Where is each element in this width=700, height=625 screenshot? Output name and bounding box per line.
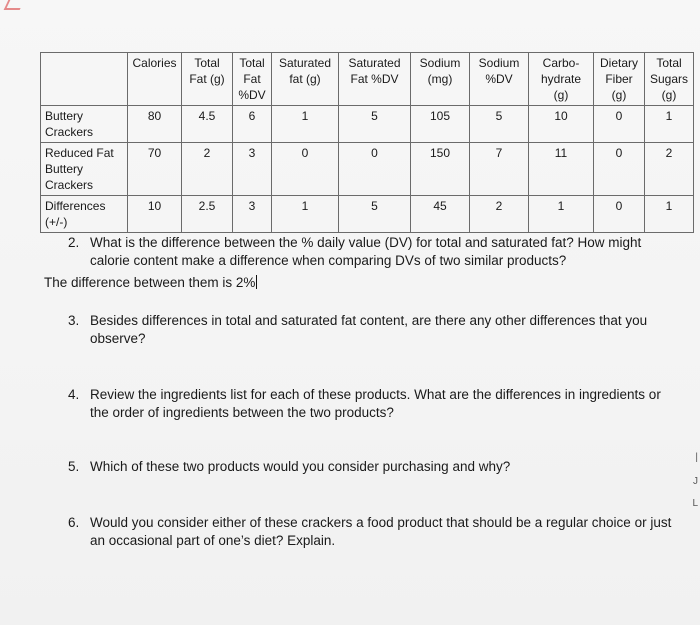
- table-cell: 7: [470, 143, 529, 196]
- table-row: [41, 143, 694, 196]
- table-cell: 10: [529, 106, 594, 143]
- table-header-cell: Saturated Fat %DV: [339, 53, 411, 106]
- question-6: [68, 514, 678, 550]
- edge-mark: J: [693, 476, 698, 487]
- edge-mark: |: [695, 452, 698, 463]
- table-header-cell: Sodium (mg): [411, 53, 470, 106]
- table-cell: 6: [233, 106, 272, 143]
- table-header-cell: Total Fat %DV: [233, 53, 272, 106]
- table-cell: 5: [470, 106, 529, 143]
- table-cell: 0: [272, 143, 339, 196]
- question-2: [68, 234, 678, 270]
- table-header-cell: Saturated fat (g): [272, 53, 339, 106]
- answer-text-field[interactable]: [44, 274, 257, 292]
- table-cell: 5: [339, 106, 411, 143]
- text-caret: [256, 275, 257, 289]
- table-header-cell: Sodium %DV: [470, 53, 529, 106]
- table-cell: 80: [128, 106, 182, 143]
- edge-mark: L: [692, 498, 698, 509]
- row-label: Buttery Crackers: [41, 106, 128, 143]
- table-cell: 3: [233, 196, 272, 233]
- question-text: Review the ingredients list for each of these products. What are the differences in ingredients or the order of ingredients between the two products?: [90, 387, 661, 420]
- table-cell: 0: [339, 143, 411, 196]
- table-header-row: [41, 53, 694, 106]
- table-cell: 10: [128, 196, 182, 233]
- table-header-cell: Calories: [128, 53, 182, 106]
- question-number: 3.: [68, 313, 80, 328]
- question-text: Besides differences in total and saturated fat content, are there any other differences that you observe?: [90, 313, 648, 346]
- question-3: [68, 312, 678, 348]
- table-cell: 1: [645, 196, 694, 233]
- table-cell: 105: [411, 106, 470, 143]
- table-cell: 1: [529, 196, 594, 233]
- question-number: 2.: [68, 235, 80, 250]
- question-number: 6.: [68, 515, 80, 530]
- nutrition-comparison-table: [40, 52, 694, 233]
- table-row: [41, 196, 694, 233]
- table-cell: 2: [645, 143, 694, 196]
- table-cell: 4.5: [182, 106, 233, 143]
- table-cell: 11: [529, 143, 594, 196]
- table-cell: 1: [645, 106, 694, 143]
- question-4: [68, 386, 678, 422]
- table-cell: 2.5: [182, 196, 233, 233]
- table-cell: 5: [339, 196, 411, 233]
- table-row: [41, 106, 694, 143]
- table-header-cell: Total Fat (g): [182, 53, 233, 106]
- row-label: Differences (+/-): [41, 196, 128, 233]
- table-cell: 3: [233, 143, 272, 196]
- row-label: Reduced Fat Buttery Crackers: [41, 143, 128, 196]
- table-cell: 0: [594, 196, 645, 233]
- question-text: Which of these two products would you consider purchasing and why?: [90, 459, 511, 474]
- table-cell: 2: [182, 143, 233, 196]
- question-number: 4.: [68, 387, 80, 402]
- table-header-cell: Dietary Fiber (g): [594, 53, 645, 106]
- table-cell: 0: [594, 106, 645, 143]
- table-header-cell: Total Sugars (g): [645, 53, 694, 106]
- table-cell: 0: [594, 143, 645, 196]
- table-cell: 1: [272, 196, 339, 233]
- answer-text: The difference between them is 2%: [44, 275, 256, 290]
- table-cell: 70: [128, 143, 182, 196]
- question-number: 5.: [68, 459, 80, 474]
- question-text: What is the difference between the % daily value (DV) for total and saturated fat? How might calorie content make a difference when comparing DVs of two similar products?: [90, 235, 642, 268]
- table-header-cell: [41, 53, 128, 106]
- corner-decoration: [4, 0, 25, 10]
- table-cell: 2: [470, 196, 529, 233]
- question-5: [68, 458, 678, 476]
- question-text: Would you consider either of these crackers a food product that should be a regular choice or just an occasional part of one’s diet? Explain.: [90, 515, 672, 548]
- table-cell: 150: [411, 143, 470, 196]
- table-header-cell: Carbo-hydrate (g): [529, 53, 594, 106]
- table-cell: 45: [411, 196, 470, 233]
- table-cell: 1: [272, 106, 339, 143]
